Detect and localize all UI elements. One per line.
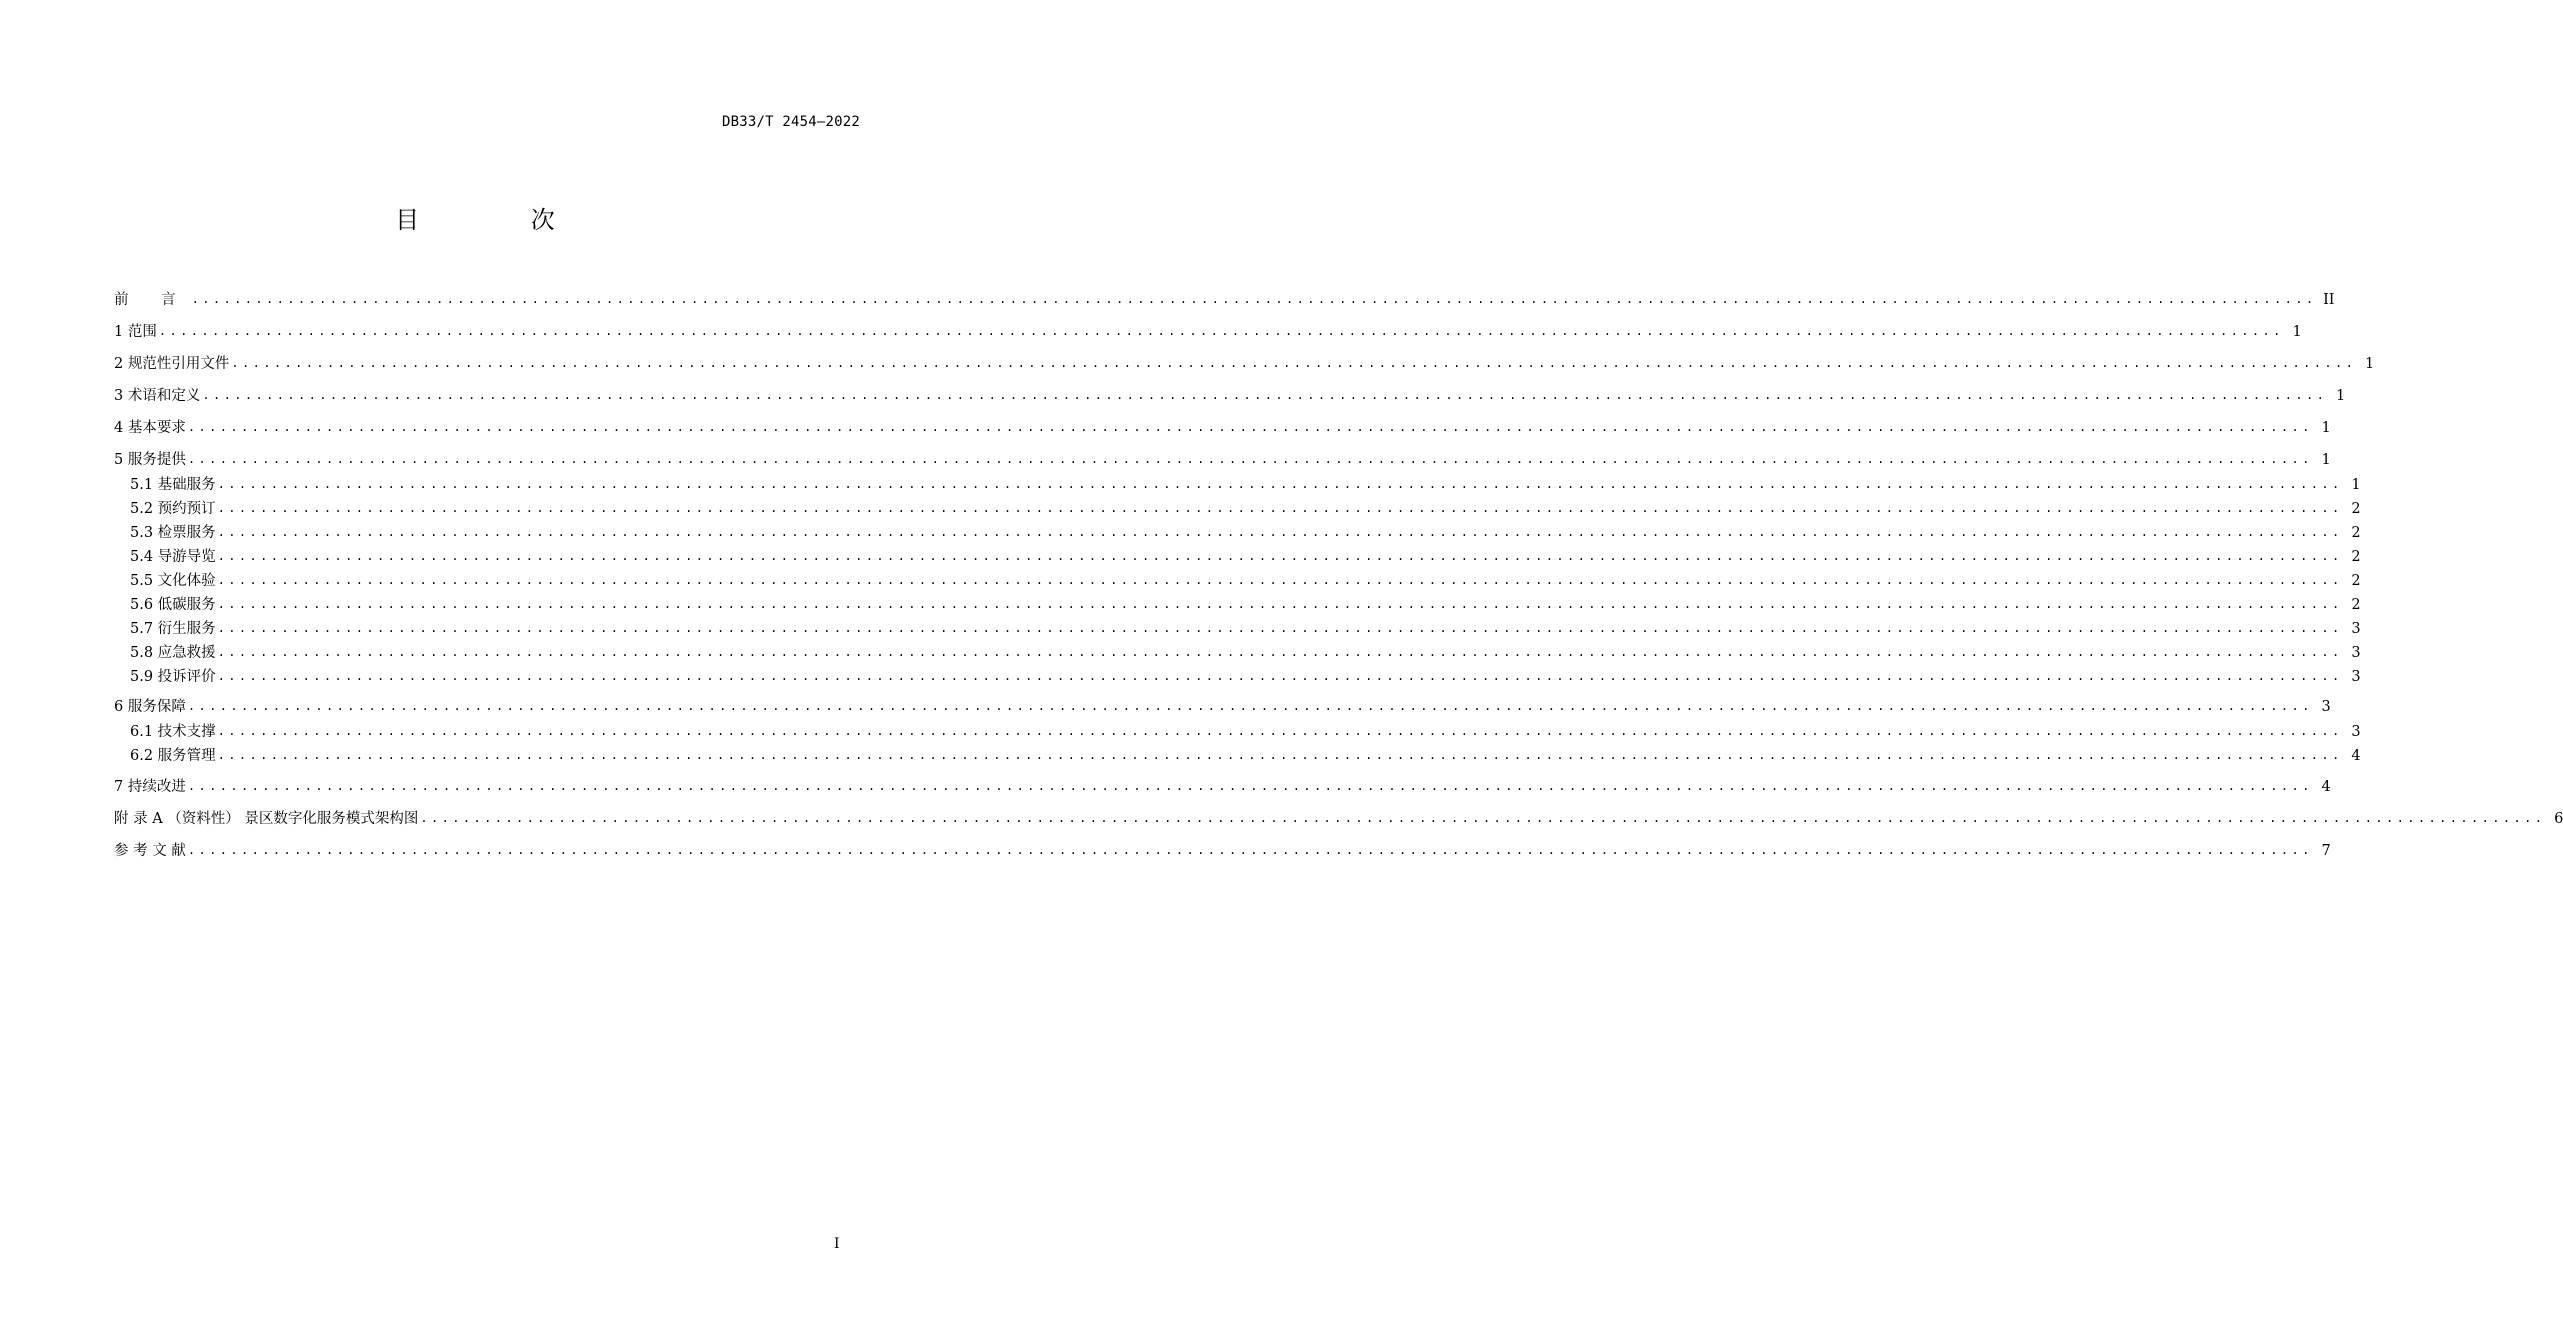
- toc-entry-page: 4: [2351, 748, 2361, 764]
- toc-dot-leader: ........................................................................................................................................................................................................: [191, 292, 2317, 306]
- toc-entry-page: 2: [2351, 501, 2361, 517]
- toc-entry[interactable]: [130, 594, 2361, 616]
- toc-entry-label: 参 考 文 献: [114, 843, 186, 859]
- toc-dot-leader: ........................................................................................................................................................................................................: [231, 356, 2357, 370]
- toc-entry[interactable]: [114, 840, 2331, 862]
- toc-entry[interactable]: [130, 745, 2361, 767]
- document-code: DB33/T 2454—2022: [721, 114, 860, 130]
- toc-entry-label: 5.3 检票服务: [130, 525, 216, 541]
- toc-entry-label: 2 规范性引用文件: [114, 356, 230, 372]
- toc-entry-label: 5.9 投诉评价: [130, 669, 216, 685]
- toc-entry[interactable]: [114, 696, 2331, 718]
- toc-dot-leader: ........................................................................................................................................................................................................: [217, 477, 2343, 491]
- toc-entry-label: 5.2 预约预订: [130, 501, 216, 517]
- toc-entry-page: 3: [2351, 724, 2361, 740]
- toc-entry-label: 5.6 低碳服务: [130, 597, 216, 613]
- toc-entry[interactable]: [130, 498, 2361, 520]
- toc-entry-label: 附 录 A （资料性） 景区数字化服务模式架构图: [114, 811, 419, 827]
- toc-entry-page: 1: [2292, 324, 2302, 340]
- toc-entry-label: 5.1 基础服务: [130, 477, 216, 493]
- page-title: 目 次: [395, 206, 607, 234]
- toc-entry-page: 4: [2321, 779, 2331, 795]
- toc-dot-leader: ........................................................................................................................................................................................................: [217, 597, 2343, 611]
- toc-entry-label: 6 服务保障: [114, 699, 186, 715]
- toc-entry-label: 6.2 服务管理: [130, 748, 216, 764]
- toc-entry[interactable]: [130, 570, 2361, 592]
- toc-dot-leader: ........................................................................................................................................................................................................: [187, 699, 2313, 713]
- toc-entry-page: 3: [2351, 621, 2361, 637]
- toc-entry-label: 6.1 技术支撑: [130, 724, 216, 740]
- toc-entry[interactable]: [130, 642, 2361, 664]
- toc-entry-label: 7 持续改进: [114, 779, 186, 795]
- toc-entry-label: 1 范围: [114, 324, 157, 340]
- toc-dot-leader: ........................................................................................................................................................................................................: [187, 843, 2313, 857]
- toc-entry-label: 5.7 衍生服务: [130, 621, 216, 637]
- toc-entry[interactable]: [130, 721, 2361, 743]
- toc-entry-label: 5.4 导游导览: [130, 549, 216, 565]
- toc-dot-leader: ........................................................................................................................................................................................................: [187, 452, 2313, 466]
- toc-entry-page: 3: [2351, 669, 2361, 685]
- toc-entry[interactable]: [130, 618, 2361, 640]
- toc-dot-leader: ........................................................................................................................................................................................................: [202, 388, 2328, 402]
- toc-entry-page: II: [2323, 292, 2335, 308]
- toc-entry-page: 1: [2336, 388, 2346, 404]
- toc-entry-page: 1: [2321, 452, 2331, 468]
- toc-entry-page: 3: [2351, 645, 2361, 661]
- toc-entry-page: 2: [2351, 549, 2361, 565]
- toc-dot-leader: ........................................................................................................................................................................................................: [217, 669, 2343, 683]
- toc-entry-label: 前 言: [114, 292, 190, 308]
- toc-entry-page: 1: [2351, 477, 2361, 493]
- page-number: I: [834, 1236, 840, 1252]
- toc-dot-leader: ........................................................................................................................................................................................................: [217, 501, 2343, 515]
- toc-entry-page: 6: [2554, 811, 2563, 827]
- toc-entry-label: 5.5 文化体验: [130, 573, 216, 589]
- toc-entry[interactable]: [114, 808, 2563, 830]
- toc-dot-leader: ........................................................................................................................................................................................................: [187, 420, 2313, 434]
- toc-entry-page: 2: [2351, 597, 2361, 613]
- toc-entry[interactable]: [114, 353, 2375, 375]
- toc-entry[interactable]: [114, 289, 2335, 311]
- toc-dot-leader: ........................................................................................................................................................................................................: [217, 549, 2343, 563]
- toc-entry-label: 5 服务提供: [114, 452, 186, 468]
- toc-entry[interactable]: [130, 666, 2361, 688]
- toc-entry[interactable]: [114, 449, 2331, 471]
- toc-dot-leader: ........................................................................................................................................................................................................: [217, 525, 2343, 539]
- toc-entry-label: 5.8 应急救援: [130, 645, 216, 661]
- toc-entry-page: 1: [2365, 356, 2375, 372]
- toc-entry-page: 1: [2321, 420, 2331, 436]
- toc-entry-label: 3 术语和定义: [114, 388, 201, 404]
- toc-entry[interactable]: [114, 776, 2331, 798]
- toc-entry-page: 7: [2321, 843, 2331, 859]
- toc-dot-leader: ........................................................................................................................................................................................................: [158, 324, 2284, 338]
- toc-entry-page: 2: [2351, 525, 2361, 541]
- toc-entry[interactable]: [130, 546, 2361, 568]
- toc-dot-leader: ........................................................................................................................................................................................................: [217, 621, 2343, 635]
- toc-entry-page: 2: [2351, 573, 2361, 589]
- toc-dot-leader: ........................................................................................................................................................................................................: [217, 573, 2343, 587]
- toc-entry-page: 3: [2321, 699, 2331, 715]
- toc-dot-leader: ........................................................................................................................................................................................................: [217, 748, 2343, 762]
- toc-entry[interactable]: [130, 474, 2361, 496]
- toc-entry-label: 4 基本要求: [114, 420, 186, 436]
- toc-entry[interactable]: [130, 522, 2361, 544]
- toc-entry[interactable]: [114, 385, 2346, 407]
- toc-dot-leader: ........................................................................................................................................................................................................: [420, 811, 2546, 825]
- toc-dot-leader: ........................................................................................................................................................................................................: [187, 779, 2313, 793]
- toc-dot-leader: ........................................................................................................................................................................................................: [217, 645, 2343, 659]
- toc-entry[interactable]: [114, 417, 2331, 439]
- toc-entry[interactable]: [114, 321, 2302, 343]
- toc-dot-leader: ........................................................................................................................................................................................................: [217, 724, 2343, 738]
